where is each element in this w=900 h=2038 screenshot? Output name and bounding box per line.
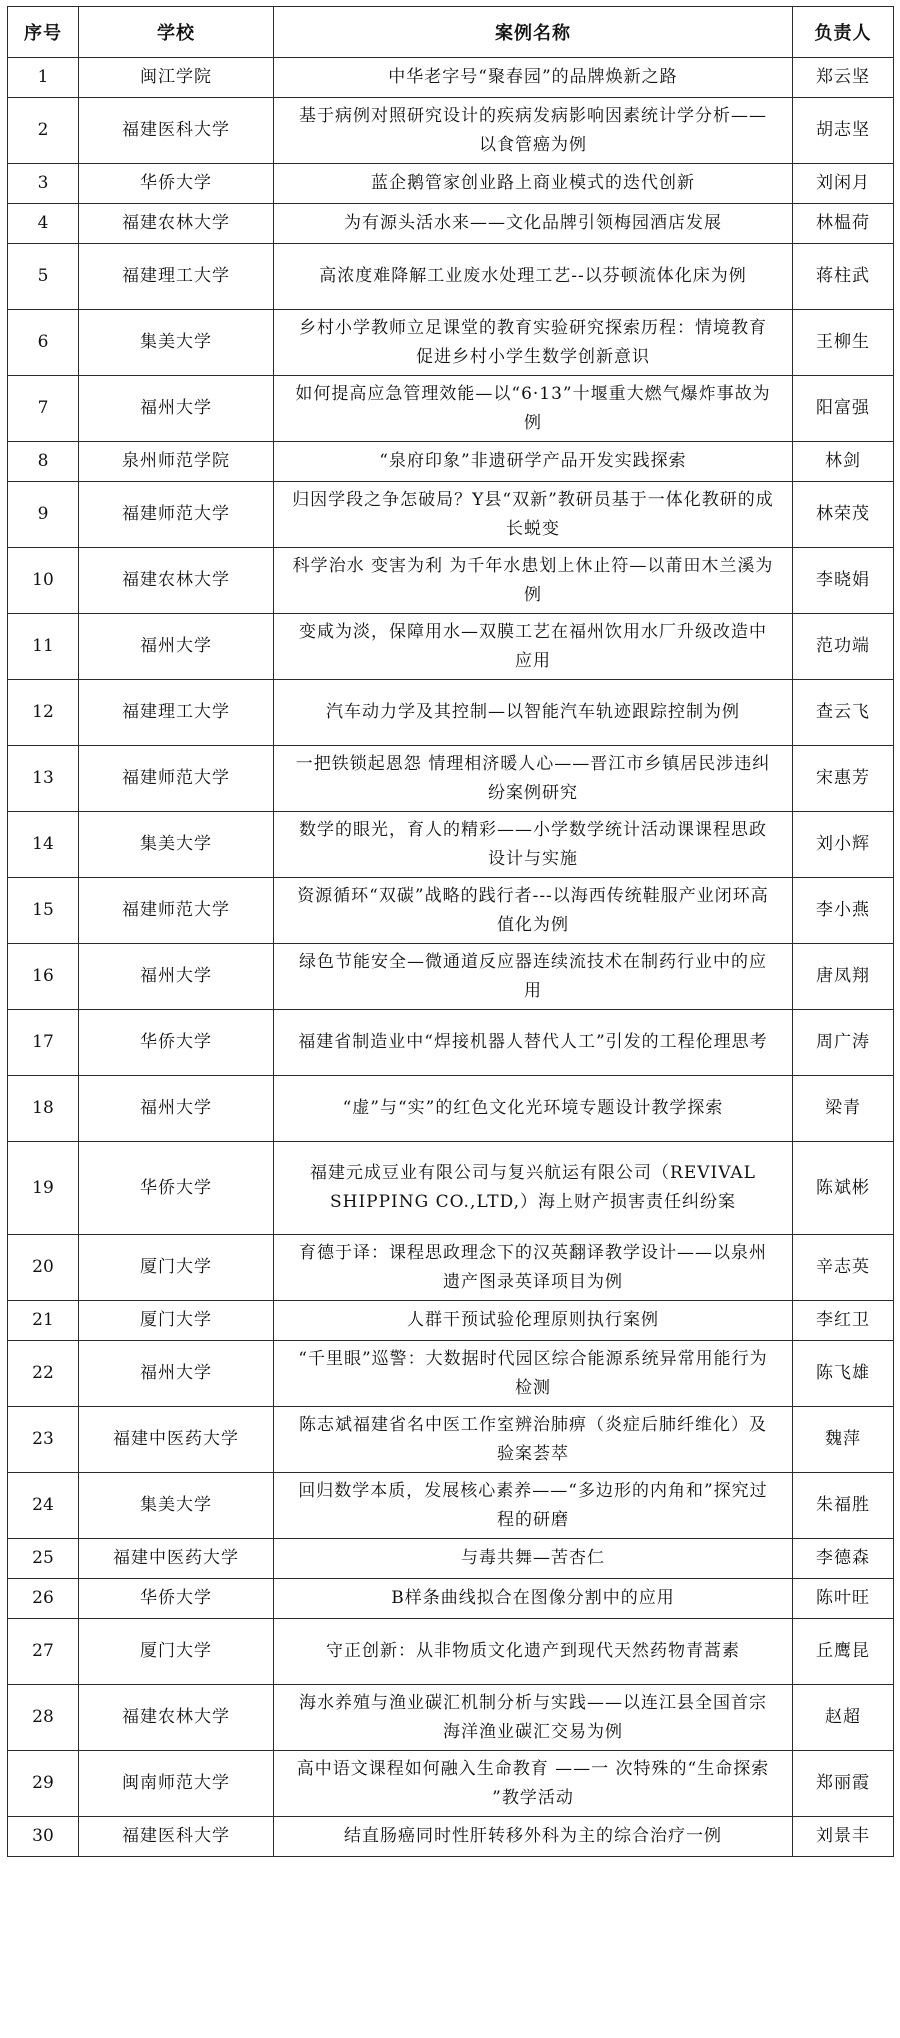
row-no: 12	[8, 680, 79, 746]
row-no: 18	[8, 1076, 79, 1142]
row-school: 福建医科大学	[79, 98, 274, 164]
table-row	[8, 812, 894, 878]
row-school: 集美大学	[79, 1473, 274, 1539]
table-row	[8, 614, 894, 680]
row-case: 陈志斌福建省名中医工作室辨治肺痹（炎症后肺纤维化）及验案荟萃	[274, 1407, 793, 1473]
row-no: 29	[8, 1751, 79, 1817]
row-case: 汽车动力学及其控制—以智能汽车轨迹跟踪控制为例	[274, 680, 793, 746]
row-school: 福建理工大学	[79, 680, 274, 746]
row-owner: 辛志英	[793, 1235, 894, 1301]
row-school: 福建师范大学	[79, 482, 274, 548]
row-no: 23	[8, 1407, 79, 1473]
row-school: 华侨大学	[79, 164, 274, 204]
row-owner: 查云飞	[793, 680, 894, 746]
header-owner: 负责人	[793, 7, 894, 58]
row-case: 高浓度难降解工业废水处理工艺--以芬顿流体化床为例	[274, 244, 793, 310]
row-school: 泉州师范学院	[79, 442, 274, 482]
table-row	[8, 680, 894, 746]
row-case: 变咸为淡，保障用水—双膜工艺在福州饮用水厂升级改造中应用	[274, 614, 793, 680]
row-no: 4	[8, 204, 79, 244]
row-no: 17	[8, 1010, 79, 1076]
row-school: 福建理工大学	[79, 244, 274, 310]
row-case: 基于病例对照研究设计的疾病发病影响因素统计学分析——以食管癌为例	[274, 98, 793, 164]
header-school: 学校	[79, 7, 274, 58]
row-case: 育德于译：课程思政理念下的汉英翻译教学设计——以泉州遗产图录英译项目为例	[274, 1235, 793, 1301]
row-no: 30	[8, 1817, 79, 1857]
row-owner: 魏萍	[793, 1407, 894, 1473]
row-owner: 梁青	[793, 1076, 894, 1142]
row-owner: 宋惠芳	[793, 746, 894, 812]
row-case: 回归数学本质，发展核心素养——“多边形的内角和”探究过程的研磨	[274, 1473, 793, 1539]
row-case: 如何提高应急管理效能—以“6·13”十堰重大燃气爆炸事故为例	[274, 376, 793, 442]
row-owner: 陈叶旺	[793, 1579, 894, 1619]
table-row	[8, 1685, 894, 1751]
row-owner: 范功端	[793, 614, 894, 680]
row-owner: 陈飞雄	[793, 1341, 894, 1407]
row-school: 厦门大学	[79, 1235, 274, 1301]
table-row	[8, 376, 894, 442]
table-row	[8, 1619, 894, 1685]
row-owner: 周广涛	[793, 1010, 894, 1076]
row-case: 人群干预试验伦理原则执行案例	[274, 1301, 793, 1341]
row-no: 11	[8, 614, 79, 680]
row-school: 集美大学	[79, 812, 274, 878]
row-case: 中华老字号“聚春园”的品牌焕新之路	[274, 58, 793, 98]
row-no: 15	[8, 878, 79, 944]
header-row	[8, 7, 894, 58]
table-row	[8, 1751, 894, 1817]
case-table	[7, 6, 894, 1857]
row-school: 华侨大学	[79, 1010, 274, 1076]
header-no: 序号	[8, 7, 79, 58]
row-no: 5	[8, 244, 79, 310]
table-row	[8, 58, 894, 98]
row-case: 资源循环“双碳”战略的践行者---以海西传统鞋服产业闭环高值化为例	[274, 878, 793, 944]
row-case: 福建元成豆业有限公司与复兴航运有限公司（REVIVAL SHIPPING CO.,LTD,）海上财产损害责任纠纷案	[274, 1142, 793, 1235]
row-case: “千里眼”巡警：大数据时代园区综合能源系统异常用能行为检测	[274, 1341, 793, 1407]
row-owner: 朱福胜	[793, 1473, 894, 1539]
table-row	[8, 1817, 894, 1857]
row-no: 8	[8, 442, 79, 482]
header-case: 案例名称	[274, 7, 793, 58]
row-no: 16	[8, 944, 79, 1010]
row-no: 25	[8, 1539, 79, 1579]
row-school: 福州大学	[79, 376, 274, 442]
row-school: 集美大学	[79, 310, 274, 376]
row-case: 结直肠癌同时性肝转移外科为主的综合治疗一例	[274, 1817, 793, 1857]
table-row	[8, 1076, 894, 1142]
table-row	[8, 164, 894, 204]
row-school: 福建中医药大学	[79, 1407, 274, 1473]
row-no: 13	[8, 746, 79, 812]
row-case: 守正创新：从非物质文化遗产到现代天然药物青蒿素	[274, 1619, 793, 1685]
row-no: 3	[8, 164, 79, 204]
row-owner: 丘鹰昆	[793, 1619, 894, 1685]
row-school: 闽南师范大学	[79, 1751, 274, 1817]
row-school: 厦门大学	[79, 1619, 274, 1685]
row-school: 福州大学	[79, 944, 274, 1010]
row-owner: 李德森	[793, 1539, 894, 1579]
row-case: 乡村小学教师立足课堂的教育实验研究探索历程：情境教育促进乡村小学生数学创新意识	[274, 310, 793, 376]
row-school: 福建农林大学	[79, 548, 274, 614]
table-row	[8, 944, 894, 1010]
row-school: 福州大学	[79, 614, 274, 680]
row-owner: 蒋柱武	[793, 244, 894, 310]
row-case: 海水养殖与渔业碳汇机制分析与实践——以连江县全国首宗海洋渔业碳汇交易为例	[274, 1685, 793, 1751]
row-school: 华侨大学	[79, 1579, 274, 1619]
row-case: B样条曲线拟合在图像分割中的应用	[274, 1579, 793, 1619]
row-no: 24	[8, 1473, 79, 1539]
row-owner: 刘小辉	[793, 812, 894, 878]
table-body	[8, 58, 894, 1857]
row-school: 福建中医药大学	[79, 1539, 274, 1579]
table-row	[8, 98, 894, 164]
row-owner: 王柳生	[793, 310, 894, 376]
row-no: 19	[8, 1142, 79, 1235]
table-row	[8, 482, 894, 548]
row-no: 10	[8, 548, 79, 614]
row-no: 22	[8, 1341, 79, 1407]
table-row	[8, 1539, 894, 1579]
row-school: 福州大学	[79, 1341, 274, 1407]
table-row	[8, 442, 894, 482]
row-owner: 赵超	[793, 1685, 894, 1751]
row-case: 归因学段之争怎破局？Y县“双新”教研员基于一体化教研的成长蜕变	[274, 482, 793, 548]
row-case: 与毒共舞—苦杏仁	[274, 1539, 793, 1579]
row-owner: 郑云坚	[793, 58, 894, 98]
row-owner: 李红卫	[793, 1301, 894, 1341]
table-row	[8, 310, 894, 376]
table-row	[8, 1341, 894, 1407]
row-school: 福建农林大学	[79, 204, 274, 244]
row-owner: 阳富强	[793, 376, 894, 442]
row-school: 福建师范大学	[79, 746, 274, 812]
row-case: 绿色节能安全—微通道反应器连续流技术在制药行业中的应用	[274, 944, 793, 1010]
row-case: 一把铁锁起恩怨 情理相济暖人心——晋江市乡镇居民涉违纠纷案例研究	[274, 746, 793, 812]
row-owner: 李晓娟	[793, 548, 894, 614]
row-school: 厦门大学	[79, 1301, 274, 1341]
row-no: 20	[8, 1235, 79, 1301]
row-no: 1	[8, 58, 79, 98]
table-row	[8, 1301, 894, 1341]
row-no: 9	[8, 482, 79, 548]
table-row	[8, 1010, 894, 1076]
row-no: 26	[8, 1579, 79, 1619]
row-case: 蓝企鹅管家创业路上商业模式的迭代创新	[274, 164, 793, 204]
row-case: 科学治水 变害为利 为千年水患划上休止符—以莆田木兰溪为例	[274, 548, 793, 614]
row-school: 福建农林大学	[79, 1685, 274, 1751]
row-case: 为有源头活水来——文化品牌引领梅园酒店发展	[274, 204, 793, 244]
row-case: 福建省制造业中“焊接机器人替代人工”引发的工程伦理思考	[274, 1010, 793, 1076]
row-school: 福建医科大学	[79, 1817, 274, 1857]
table-header	[8, 7, 894, 58]
row-no: 27	[8, 1619, 79, 1685]
row-case: 高中语文课程如何融入生命教育 ——一 次特殊的“生命探索 ”教学活动	[274, 1751, 793, 1817]
row-owner: 林榅荷	[793, 204, 894, 244]
row-case: “虚”与“实”的红色文化光环境专题设计教学探索	[274, 1076, 793, 1142]
row-owner: 林剑	[793, 442, 894, 482]
row-case: 数学的眼光，育人的精彩——小学数学统计活动课课程思政设计与实施	[274, 812, 793, 878]
table-row	[8, 1473, 894, 1539]
table-row	[8, 878, 894, 944]
row-owner: 林荣茂	[793, 482, 894, 548]
row-owner: 刘闲月	[793, 164, 894, 204]
row-no: 2	[8, 98, 79, 164]
row-owner: 郑丽霞	[793, 1751, 894, 1817]
table-row	[8, 1235, 894, 1301]
table-row	[8, 746, 894, 812]
row-no: 7	[8, 376, 79, 442]
row-school: 福州大学	[79, 1076, 274, 1142]
table-row	[8, 244, 894, 310]
row-owner: 李小燕	[793, 878, 894, 944]
row-owner: 陈斌彬	[793, 1142, 894, 1235]
table-row	[8, 1142, 894, 1235]
table-row	[8, 204, 894, 244]
row-no: 28	[8, 1685, 79, 1751]
row-owner: 唐凤翔	[793, 944, 894, 1010]
row-owner: 胡志坚	[793, 98, 894, 164]
row-no: 14	[8, 812, 79, 878]
row-school: 闽江学院	[79, 58, 274, 98]
row-school: 福建师范大学	[79, 878, 274, 944]
table-row	[8, 1579, 894, 1619]
table-row	[8, 548, 894, 614]
row-case: “泉府印象”非遗研学产品开发实践探索	[274, 442, 793, 482]
table-row	[8, 1407, 894, 1473]
row-no: 21	[8, 1301, 79, 1341]
row-no: 6	[8, 310, 79, 376]
row-owner: 刘景丰	[793, 1817, 894, 1857]
row-school: 华侨大学	[79, 1142, 274, 1235]
